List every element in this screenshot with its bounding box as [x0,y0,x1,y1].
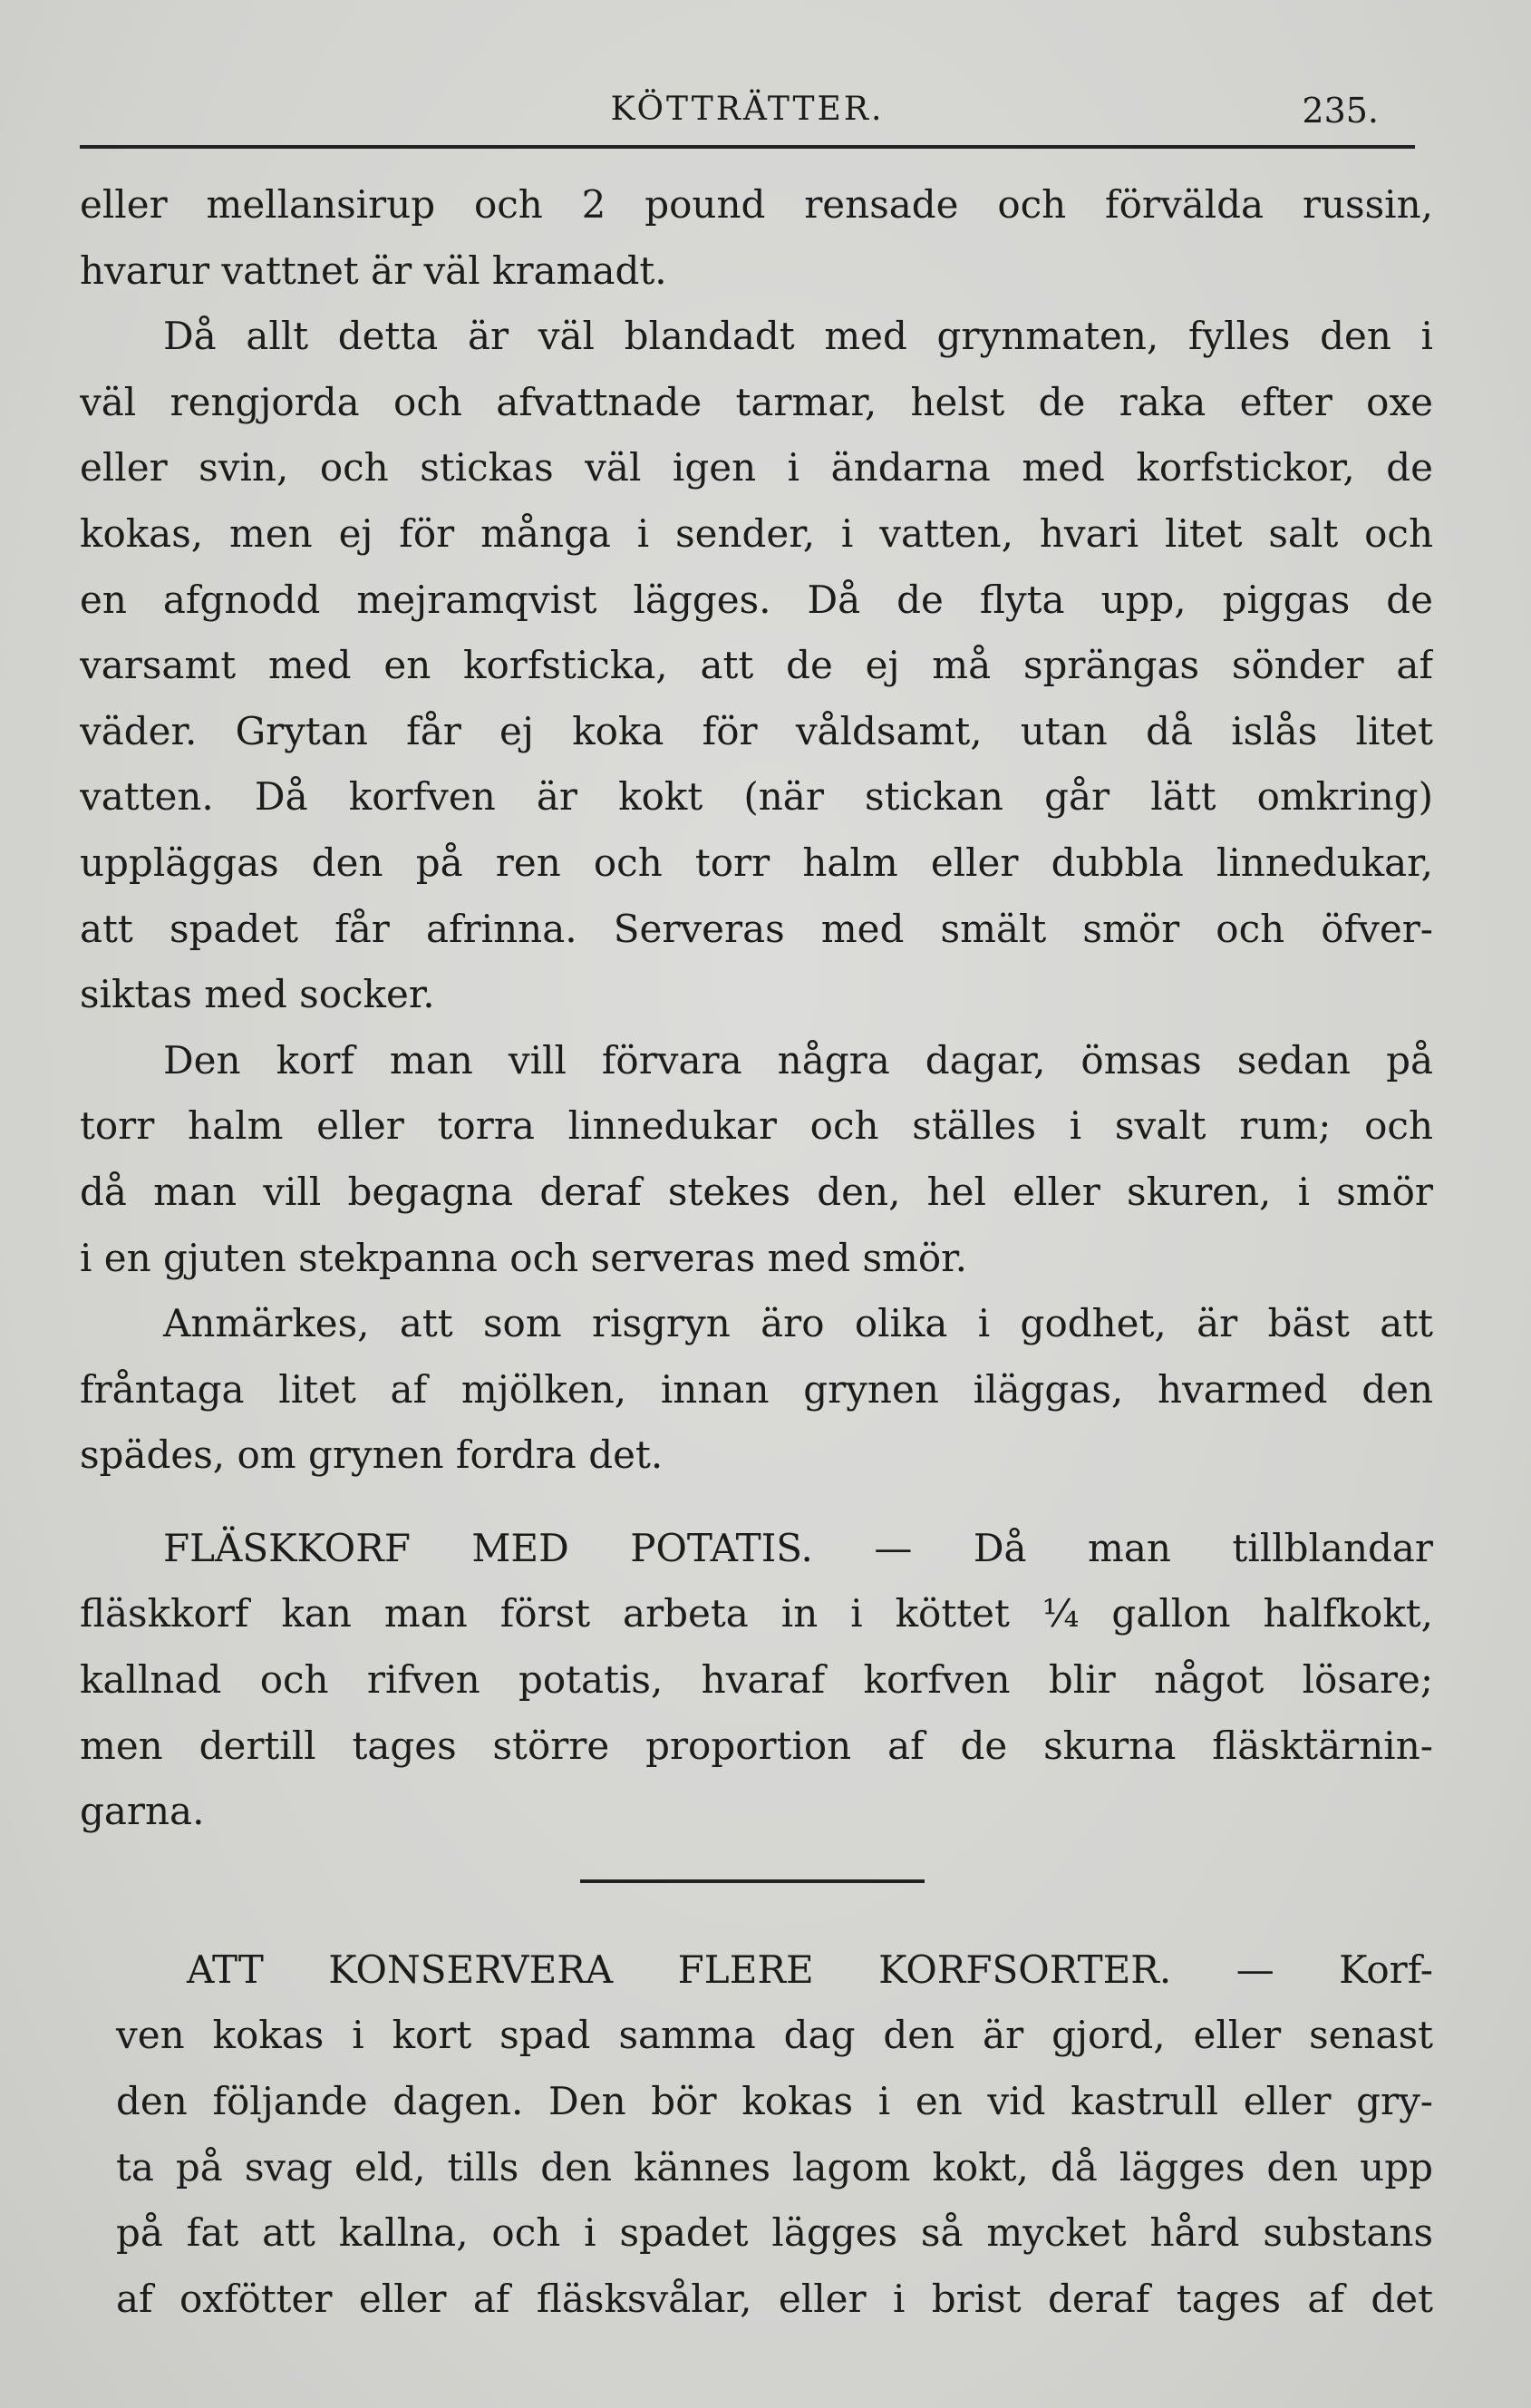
recipe-heading-line: FLÄSKKORF MED POTATIS. — Då man tillblandar [163,1525,1433,1570]
header-rule [80,145,1415,149]
text-line: fläskkorf kan man först arbeta in i köttet ¼ gallon halfkokt, [80,1591,1433,1636]
text-line: uppläggas den på ren och torr halm eller dubbla linnedukar, [80,840,1433,885]
page-body [80,172,1433,2332]
paragraph [80,304,1433,1028]
text-line: ven kokas i kort spad samma dag den är gjord, eller senast [116,2013,1433,2058]
spacer [80,1489,1433,1516]
text-line: siktas med socker. [80,972,435,1017]
text-line: väl rengjorda och afvattnade tarmar, helst de raka efter oxe [80,379,1433,424]
text-line: då man vill begagna deraf stekes den, hel eller skuren, i smör [80,1169,1433,1214]
text-line: på fat att kallna, och i spadet lägges så mycket hård substans [116,2210,1433,2256]
text-line: garna. [80,1789,205,1834]
paragraph-continuation [80,172,1433,304]
text-line: eller svin, och stickas väl igen i ändarna med korfstickor, de [80,445,1433,490]
text-line: vatten. Då korfven är kokt (när stickan går lätt omkring) [80,774,1433,820]
text-line: af oxfötter eller af fläsksvålar, eller i brist deraf tages af det [116,2276,1433,2321]
text-line: Den korf man vill förvara några dagar, ömsas sedan på [163,1037,1433,1083]
page-header [80,91,1415,145]
paragraph-note [80,1291,1433,1489]
text-line: en afgnodd mejramqvist lägges. Då de flyta upp, piggas de [80,577,1433,622]
text-line: väder. Grytan får ej koka för våldsamt, utan då islås litet [80,708,1433,753]
paragraph [80,1028,1433,1291]
section-divider [580,1879,925,1883]
text-line: spädes, om grynen fordra det. [80,1432,664,1478]
text-line: ta på svag eld, tills den kännes lagom kokt, då lägges den upp [116,2144,1433,2190]
recipe-heading-line: ATT KONSERVERA FLERE KORFSORTER. — Korf- [187,1947,1433,1992]
text-line: men dertill tages större proportion af de skurna fläsktärnin- [80,1723,1433,1768]
text-line: i en gjuten stekpanna och serveras med smör. [80,1235,967,1280]
recipe-paragraph [80,1937,1433,2333]
text-line: Anmärkes, att som risgryn äro olika i godhet, är bäst att [163,1301,1433,1346]
text-line: kokas, men ej för många i sender, i vatten, hvari litet salt och [80,510,1433,556]
text-line: hvarur vattnet är väl kramadt. [80,248,667,293]
text-line: att spadet får afrinna. Serveras med smält smör och öfver- [80,906,1433,951]
recipe-paragraph [80,1516,1433,1845]
text-line: den följande dagen. Den bör kokas i en vid kastrull eller gry- [116,2079,1433,2124]
text-line: kallnad och rifven potatis, hvaraf korfven blir något lösare; [80,1657,1433,1703]
text-line: torr halm eller torra linnedukar och ställes i svalt rum; och [80,1103,1433,1149]
text-line: varsamt med en korfsticka, att de ej må sprängas sönder af [80,643,1433,688]
running-head: KÖTTRÄTTER. [610,91,885,128]
text-line: eller mellansirup och 2 pound rensade och förvälda russin, [80,182,1433,227]
text-line: fråntaga litet af mjölken, innan grynen iläggas, hvarmed den [80,1366,1433,1412]
page-number: 235. [1302,91,1379,131]
text-line: Då allt detta är väl blandadt med grynmaten, fylles den i [163,314,1433,359]
